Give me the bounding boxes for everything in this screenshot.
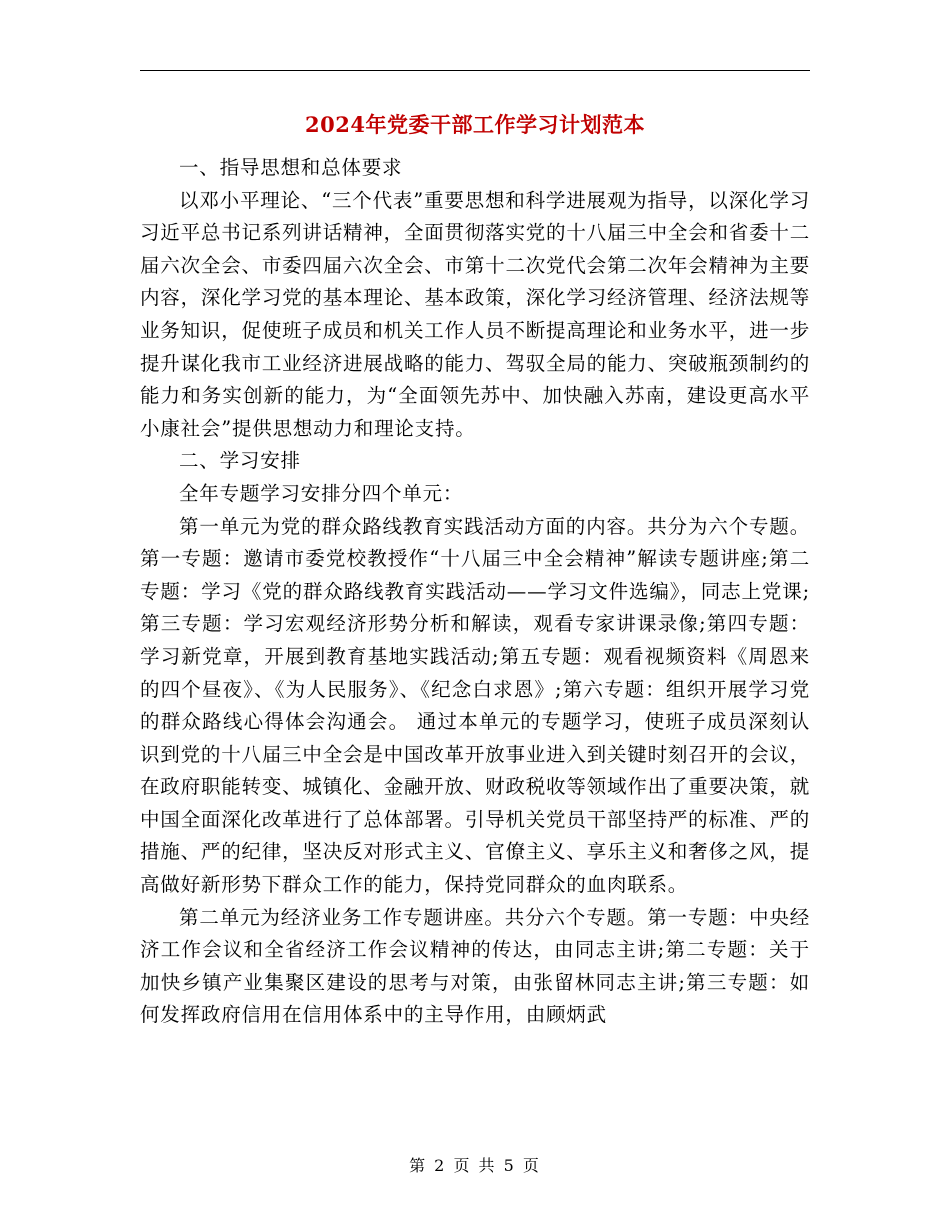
header-rule xyxy=(140,70,810,71)
document-title: 2024年党委干部工作学习计划范本 xyxy=(305,112,645,137)
document-body xyxy=(140,152,810,1032)
paragraph-guiding-ideology: 以邓小平理论、“三个代表”重要思想和科学进展观为指导，以深化学习习近平总书记系列讲话精神，全面贯彻落实党的十八届三中全会和省委十二届六次全会、市委四届六次全会、市第十二次党代会第二次年会精神为主要内容，深化学习党的基本理论、基本政策，深化学习经济管理、经济法规等业务知识，促使班子成员和机关工作人员不断提高理论和业务水平，进一步提升谋化我市工业经济进展战略的能力、驾驭全局的能力、突破瓶颈制约的能力和务实创新的能力，为“全面领先苏中、加快融入苏南，建设更高水平小康社会”提供思想动力和理论支持。 xyxy=(140,188,810,440)
section-heading-1: 一、指导思想和总体要求 xyxy=(179,156,403,179)
paragraph-unit-two: 第二单元为经济业务工作专题讲座。共分六个专题。第一专题：中央经济工作会议和全省经济工作会议精神的传达，由同志主讲;第二专题：关于加快乡镇产业集聚区建设的思考与对策，由张留林同志主讲;第三专题：如何发挥政府信用在信用体系中的主导作用，由顾炳武 xyxy=(140,905,810,1027)
paragraph-unit-one: 第一单元为党的群众路线教育实践活动方面的内容。共分为六个专题。第一专题：邀请市委党校教授作“十八届三中全会精神”解读专题讲座;第二专题：学习《党的群众路线教育实践活动——学习文件选编》，同志上党课;第三专题：学习宏观经济形势分析和解读，观看专家讲课录像;第四专题：学习新党章，开展到教育基地实践活动;第五专题：观看视频资料《周恩来的四个昼夜》、《为人民服务》、《纪念白求恩》;第六专题：组织开展学习党的群众路线心得体会沟通会。 通过本单元的专题学习，使班子成员深刻认识到党的十八届三中全会是中国改革开放事业进入到关键时刻召开的会议，在政府职能转变、城镇化、金融开放、财政税收等领域作出了重要决策，就中国全面深化改革进行了总体部署。引导机关党员干部坚持严的标准、严的措施、严的纪律，坚决反对形式主义、官僚主义、享乐主义和奢侈之风，提高做好新形势下群众工作的能力，保持党同群众的血肉联系。 xyxy=(140,514,810,897)
page-number-footer: 第 2 页 共 5 页 xyxy=(409,1156,541,1175)
section-heading-2: 二、学习安排 xyxy=(179,449,301,473)
paragraph-study-overview: 全年专题学习安排分四个单元： xyxy=(179,481,464,505)
